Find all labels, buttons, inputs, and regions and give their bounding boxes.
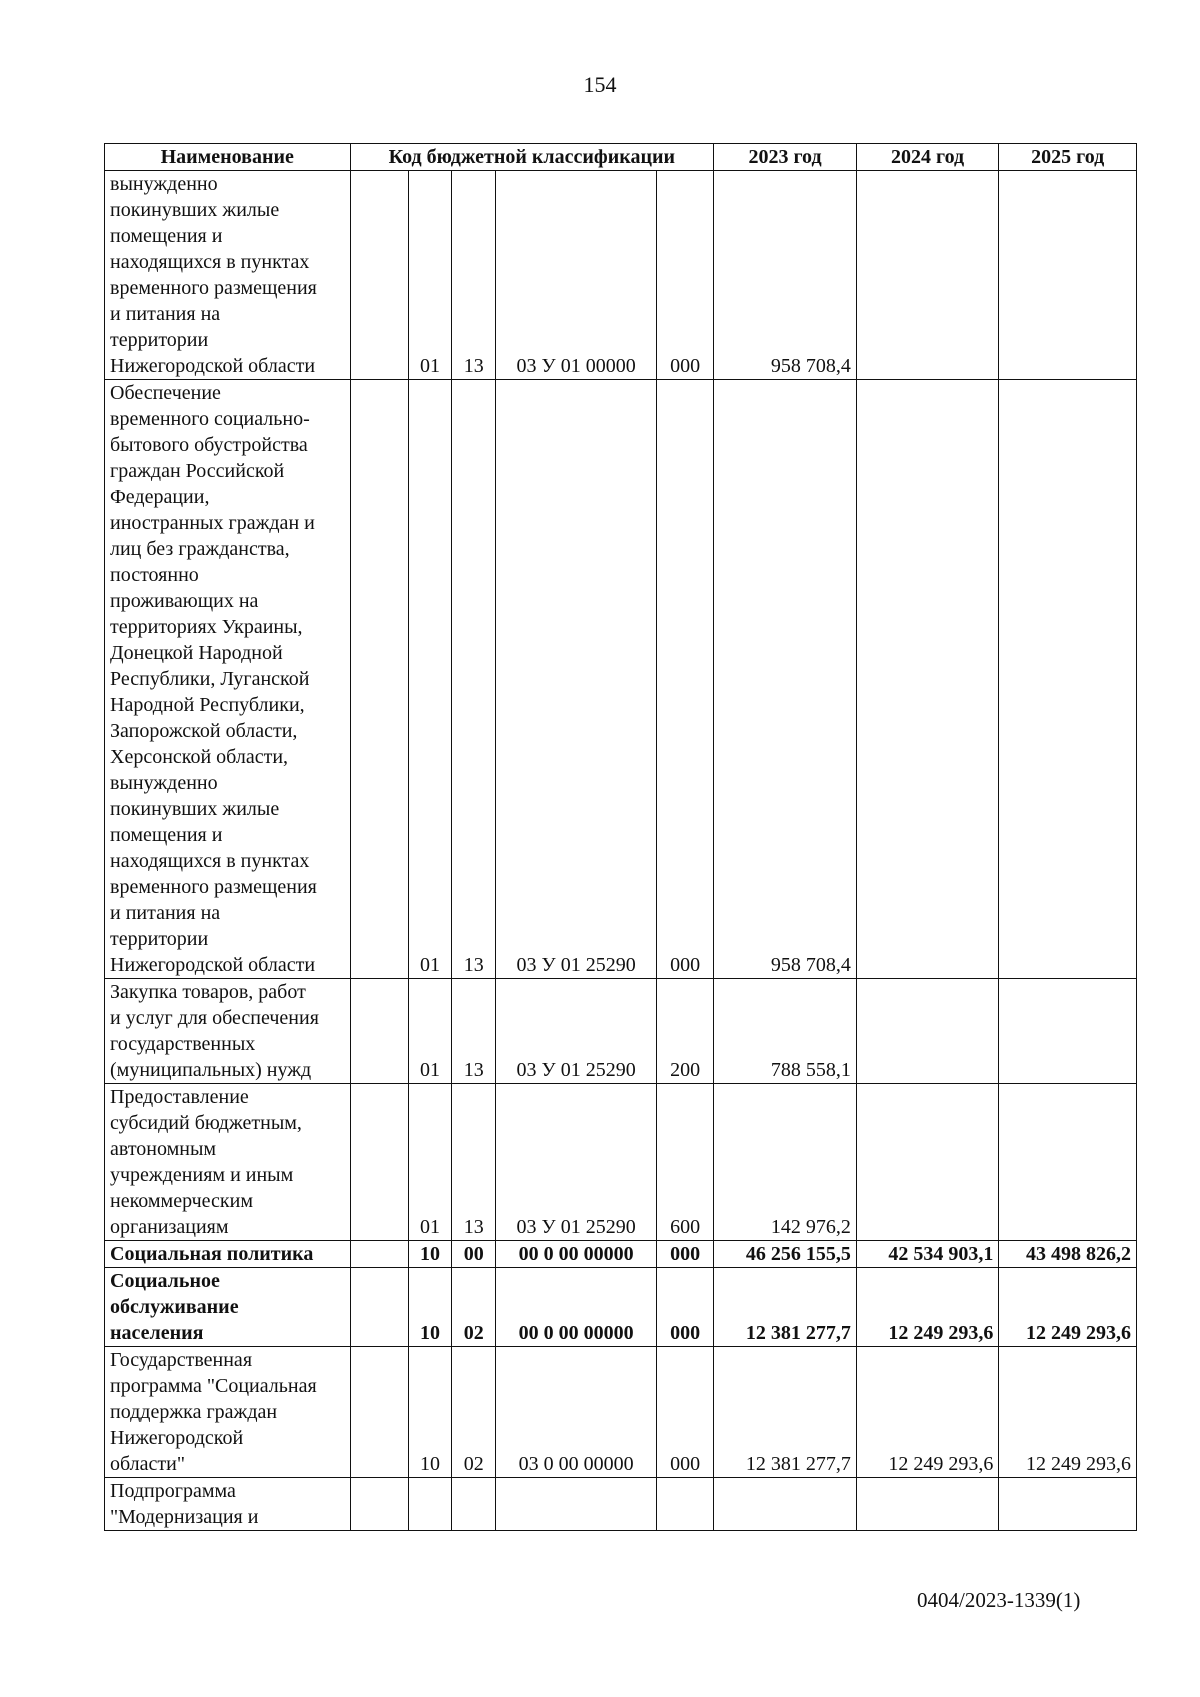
- row-value-2024: [856, 979, 999, 1084]
- row-target-code: 03 У 01 25290: [496, 979, 657, 1084]
- row-subsection: [452, 1478, 496, 1531]
- row-spacer: [350, 1478, 408, 1531]
- row-target-code: 00 0 00 00000: [496, 1241, 657, 1268]
- row-spacer: [350, 1347, 408, 1478]
- document-id: 0404/2023-1339(1): [917, 1588, 1081, 1612]
- page-number: 154: [583, 72, 617, 97]
- row-section: 01: [408, 171, 452, 380]
- row-value-2025: [999, 171, 1137, 380]
- row-value-2025: [999, 1478, 1137, 1531]
- row-section: 01: [408, 979, 452, 1084]
- row-value-2023: 142 976,2: [714, 1084, 857, 1241]
- header-name: Наименование: [105, 144, 351, 171]
- row-value-2025: 43 498 826,2: [999, 1241, 1137, 1268]
- row-spacer: [350, 1084, 408, 1241]
- row-section: 01: [408, 380, 452, 979]
- row-subsection: 13: [452, 171, 496, 380]
- row-expense-type: 000: [657, 171, 714, 380]
- row-value-2024: [856, 1478, 999, 1531]
- row-target-code: 03 0 00 00000: [496, 1347, 657, 1478]
- table-row: [105, 171, 1137, 380]
- table-header-row: [105, 144, 1137, 171]
- row-value-2023: 958 708,4: [714, 171, 857, 380]
- row-name: Социальная политика: [105, 1241, 351, 1268]
- row-value-2025: 12 249 293,6: [999, 1268, 1137, 1347]
- row-value-2023: [714, 1478, 857, 1531]
- row-subsection: 02: [452, 1347, 496, 1478]
- row-value-2024: 12 249 293,6: [856, 1347, 999, 1478]
- row-expense-type: 600: [657, 1084, 714, 1241]
- row-value-2024: 42 534 903,1: [856, 1241, 999, 1268]
- row-spacer: [350, 979, 408, 1084]
- row-spacer: [350, 380, 408, 979]
- table-row: [105, 1268, 1137, 1347]
- row-value-2025: 12 249 293,6: [999, 1347, 1137, 1478]
- row-subsection: 02: [452, 1268, 496, 1347]
- row-expense-type: 000: [657, 1347, 714, 1478]
- header-2024: 2024 год: [856, 144, 999, 171]
- row-value-2025: [999, 380, 1137, 979]
- table-row: [105, 380, 1137, 979]
- table-row: [105, 1241, 1137, 1268]
- table-row: [105, 1347, 1137, 1478]
- row-expense-type: 200: [657, 979, 714, 1084]
- row-name: Государственная программа "Социальная поддержка граждан Нижегородской области": [105, 1347, 351, 1478]
- row-target-code: 03 У 01 00000: [496, 171, 657, 380]
- table-row: [105, 979, 1137, 1084]
- row-name: Обеспечение временного социально- бытового обустройства граждан Российской Федерации, иностранных граждан и лиц без гражданства, постоянно проживающих на территориях Украины, Донецкой Народной Республики, Луганской Народной Республики, Запорожской области, Херсонской области, вынужденно покинувших жилые помещения и находящихся в пунктах временного размещения и питания на территории Нижегородской области: [105, 380, 351, 979]
- row-value-2023: 46 256 155,5: [714, 1241, 857, 1268]
- row-spacer: [350, 1241, 408, 1268]
- row-value-2025: [999, 1084, 1137, 1241]
- row-value-2023: 12 381 277,7: [714, 1268, 857, 1347]
- row-section: 10: [408, 1347, 452, 1478]
- row-expense-type: 000: [657, 1241, 714, 1268]
- table-row: [105, 1084, 1137, 1241]
- row-value-2024: [856, 380, 999, 979]
- row-target-code: [496, 1478, 657, 1531]
- row-target-code: 00 0 00 00000: [496, 1268, 657, 1347]
- row-name: Подпрограмма "Модернизация и: [105, 1478, 351, 1531]
- header-2025: 2025 год: [999, 144, 1137, 171]
- header-2023: 2023 год: [714, 144, 857, 171]
- row-subsection: 13: [452, 380, 496, 979]
- row-section: 01: [408, 1084, 452, 1241]
- row-expense-type: 000: [657, 1268, 714, 1347]
- row-expense-type: 000: [657, 380, 714, 979]
- row-name: Предоставление субсидий бюджетным, автономным учреждениям и иным некоммерческим организациям: [105, 1084, 351, 1241]
- row-target-code: 03 У 01 25290: [496, 1084, 657, 1241]
- row-value-2024: [856, 1084, 999, 1241]
- header-code: Код бюджетной классификации: [350, 144, 714, 171]
- row-section: [408, 1478, 452, 1531]
- row-value-2023: 958 708,4: [714, 380, 857, 979]
- row-spacer: [350, 1268, 408, 1347]
- row-section: 10: [408, 1268, 452, 1347]
- row-spacer: [350, 171, 408, 380]
- budget-table: [104, 143, 1137, 1531]
- row-value-2023: 788 558,1: [714, 979, 857, 1084]
- row-expense-type: [657, 1478, 714, 1531]
- row-name: Социальное обслуживание населения: [105, 1268, 351, 1347]
- row-subsection: 00: [452, 1241, 496, 1268]
- row-target-code: 03 У 01 25290: [496, 380, 657, 979]
- row-value-2024: [856, 171, 999, 380]
- row-section: 10: [408, 1241, 452, 1268]
- table-row: [105, 1478, 1137, 1531]
- row-value-2025: [999, 979, 1137, 1084]
- row-value-2023: 12 381 277,7: [714, 1347, 857, 1478]
- row-name: Закупка товаров, работ и услуг для обеспечения государственных (муниципальных) нужд: [105, 979, 351, 1084]
- row-name: вынужденно покинувших жилые помещения и находящихся в пунктах временного размещения и питания на территории Нижегородской области: [105, 171, 351, 380]
- row-subsection: 13: [452, 979, 496, 1084]
- row-value-2024: 12 249 293,6: [856, 1268, 999, 1347]
- row-subsection: 13: [452, 1084, 496, 1241]
